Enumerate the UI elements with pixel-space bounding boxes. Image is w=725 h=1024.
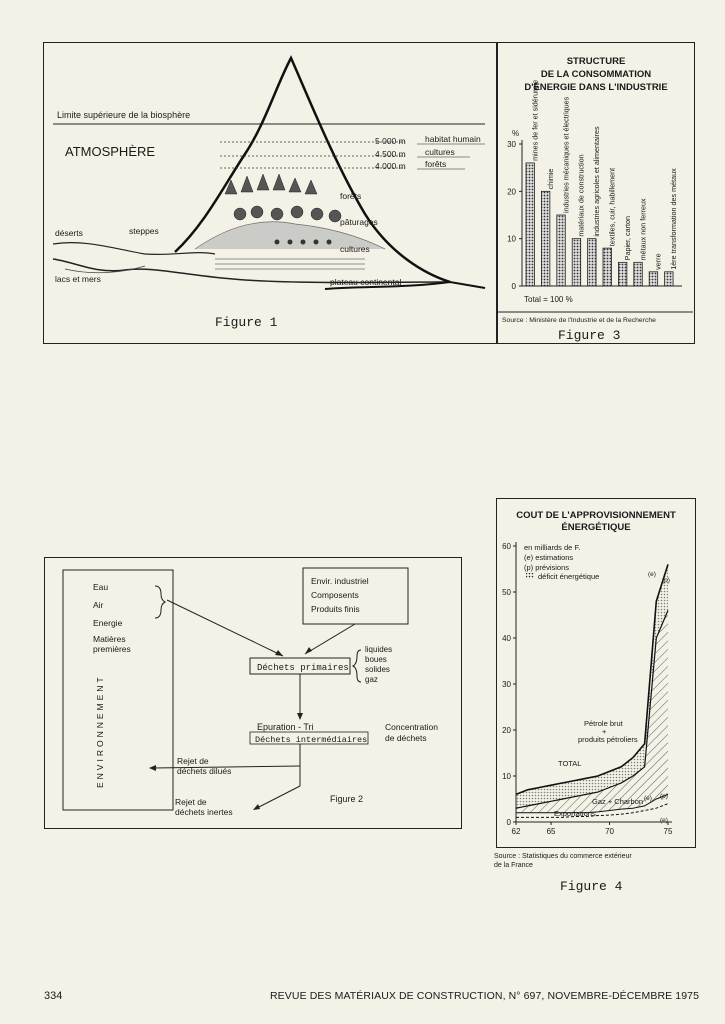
figure-4-source-2: de la France — [494, 862, 533, 869]
input-matieres: Matières — [93, 634, 126, 644]
fig4-ytick-label: 20 — [502, 726, 511, 735]
figure-4-caption: Figure 4 — [560, 879, 623, 894]
legend-deficit: déficit énergétique — [538, 572, 600, 581]
label-e-1: (e) — [644, 795, 652, 802]
fig3-ytick-label: 0 — [511, 282, 516, 291]
fig3-category-label: chimie — [545, 168, 555, 190]
figure-3-title-line-2: DE LA CONSOMMATION — [540, 69, 652, 80]
fig4-xtick-label: 70 — [605, 827, 614, 836]
fig3-ytick-label: 30 — [507, 140, 516, 149]
zone-cultures: cultures — [340, 244, 370, 254]
figure-3-title-line-3: D'ÉNERGIE DANS L'INDUSTRIE — [524, 82, 668, 93]
input-air: Air — [93, 600, 104, 610]
figure-3-title-line-1: STRUCTURE — [566, 56, 626, 67]
label-e-3: (e) — [648, 571, 656, 578]
label-petrole-1: Pétrole brut — [584, 719, 623, 728]
reject-inert-line-1: Rejet de — [175, 797, 207, 807]
figure-2-diagram — [45, 558, 461, 828]
figure-1-drawing — [45, 44, 495, 342]
altitude-5000: 5 000 m — [375, 136, 406, 146]
fig3-bar — [541, 191, 549, 286]
intermediate-waste: Déchets intermédiaires — [255, 735, 368, 745]
label-petrole-2: + — [602, 727, 607, 736]
fig4-ytick-label: 50 — [502, 588, 511, 597]
fig3-category-label: industries agricoles et alimentaires — [592, 126, 602, 237]
label-e-2: (e) — [660, 817, 668, 824]
input-eau: Eau — [93, 582, 109, 592]
industry-components: Composents — [311, 590, 359, 600]
altitude-label-cultures: cultures — [425, 147, 455, 157]
waste-boues: boues — [365, 655, 387, 664]
fig3-category-label: textiles, cuir, habillement — [607, 167, 617, 247]
figure-4-title-line-2: ÉNERGÉTIQUE — [561, 522, 631, 533]
label-p-2: (p) — [662, 577, 670, 584]
label-total: TOTAL — [558, 759, 582, 768]
fig3-bar — [588, 239, 596, 286]
industry-products: Produits finis — [311, 604, 360, 614]
fig3-category-label: Papier, carton — [622, 215, 632, 261]
altitude-label-habitat: habitat humain — [425, 134, 481, 144]
legend-deficit-swatch — [526, 573, 534, 579]
altitude-label-forets: forêts — [425, 159, 447, 169]
fig3-bar — [603, 248, 611, 286]
zone-deserts: déserts — [55, 228, 83, 238]
label-gaz: Gaz + Charbon — [592, 797, 644, 806]
waste-liquides: liquides — [365, 645, 393, 654]
zone-steppes: steppes — [129, 226, 159, 236]
figure-1-caption: Figure 1 — [215, 315, 278, 330]
journal-footer: REVUE DES MATÉRIAUX DE CONSTRUCTION, N° 697, NOVEMBRE-DÉCEMBRE 1975 — [270, 990, 700, 1002]
waste-solides: solides — [365, 665, 390, 674]
fig3-bar — [665, 272, 673, 286]
industry-env: Envir. industriel — [311, 576, 369, 586]
fig4-ytick-label: 40 — [502, 634, 511, 643]
fig3-category-label: mines de fer et sidérurgie — [530, 79, 540, 161]
figure-3-total-label: Total = 100 % — [524, 295, 573, 304]
altitude-4000: 4 000 m — [375, 161, 406, 171]
figure-3-source: Source : Ministère de l'Industrie et de la Recherche — [502, 317, 656, 324]
fig3-ytick-label: 20 — [507, 187, 516, 197]
fig3-bar — [557, 215, 565, 286]
zone-lacs: lacs et mers — [55, 274, 101, 284]
fig4-ytick-label: 60 — [502, 542, 511, 551]
input-energie: Energie — [93, 618, 123, 628]
fig4-ytick-label: 0 — [506, 818, 511, 827]
figure-4-source-1: Source : Statistiques du commerce extérieur — [494, 853, 632, 860]
fig3-category-label: métaux non ferreux — [638, 198, 648, 261]
altitude-4500: 4 500 m — [375, 149, 406, 159]
epuration-label: Epuration - Tri — [257, 722, 314, 732]
fig4-xtick-label: 65 — [546, 827, 556, 836]
legend-previsions: (p) prévisions — [524, 563, 570, 572]
fig3-ytick-label: 10 — [507, 234, 516, 244]
figure-4-title-line-1: COUT DE L'APPROVISIONNEMENT — [516, 510, 676, 521]
reject-dilute-line-2: déchets dilués — [177, 766, 232, 776]
zone-plateau: plateau continental — [330, 277, 402, 287]
fig3-bar — [572, 239, 580, 286]
fig3-bar — [618, 262, 626, 286]
fig3-bar — [526, 163, 534, 286]
label-exportations: Exportations — [554, 809, 596, 818]
primary-waste: Déchets primaires — [257, 663, 349, 673]
concentration-line-1: Concentration — [385, 722, 438, 732]
atmosphere-label: ATMOSPHÈRE — [65, 144, 156, 159]
figure-3-caption: Figure 3 — [558, 328, 621, 342]
biosphere-limit-label: Limite supérieure de la biosphère — [57, 110, 191, 120]
zone-forets: forêts — [340, 191, 362, 201]
fig3-category-label: 1ère transformation des métaux — [669, 168, 679, 270]
reject-inert-line-2: déchets inertes — [175, 807, 233, 817]
fig4-ytick-label: 30 — [502, 680, 511, 689]
figure-4-chart — [486, 500, 706, 900]
reject-dilute-line-1: Rejet de — [177, 756, 209, 766]
fig3-category-label: verre — [653, 253, 663, 270]
fig4-xtick-label: 62 — [511, 827, 521, 836]
concentration-line-2: de déchets — [385, 733, 427, 743]
waste-gaz: gaz — [365, 675, 378, 684]
figure-2-caption: Figure 2 — [330, 794, 364, 804]
label-petrole-3: produits pétroliers — [578, 735, 638, 744]
fig4-xtick-label: 75 — [663, 827, 673, 836]
input-premieres: premières — [93, 644, 131, 654]
zone-paturages: pâturages — [340, 217, 378, 227]
environnement-label: ENVIRONNEMENT — [95, 674, 105, 788]
page-number: 334 — [44, 990, 63, 1002]
label-p-1: (p) — [660, 793, 668, 800]
figure-3-chart — [498, 44, 693, 342]
legend-unit: en milliards de F. — [524, 543, 581, 552]
fig3-category-label: industries mécaniques et électriques — [561, 96, 571, 213]
fig3-bar — [649, 272, 657, 286]
fig3-category-label: matériaux de construction — [576, 154, 586, 237]
fig3-bar — [634, 262, 642, 286]
legend-estimations: (e) estimations — [524, 553, 574, 562]
fig4-ytick-label: 10 — [502, 772, 511, 781]
figure-3-ylabel: % — [512, 129, 520, 138]
